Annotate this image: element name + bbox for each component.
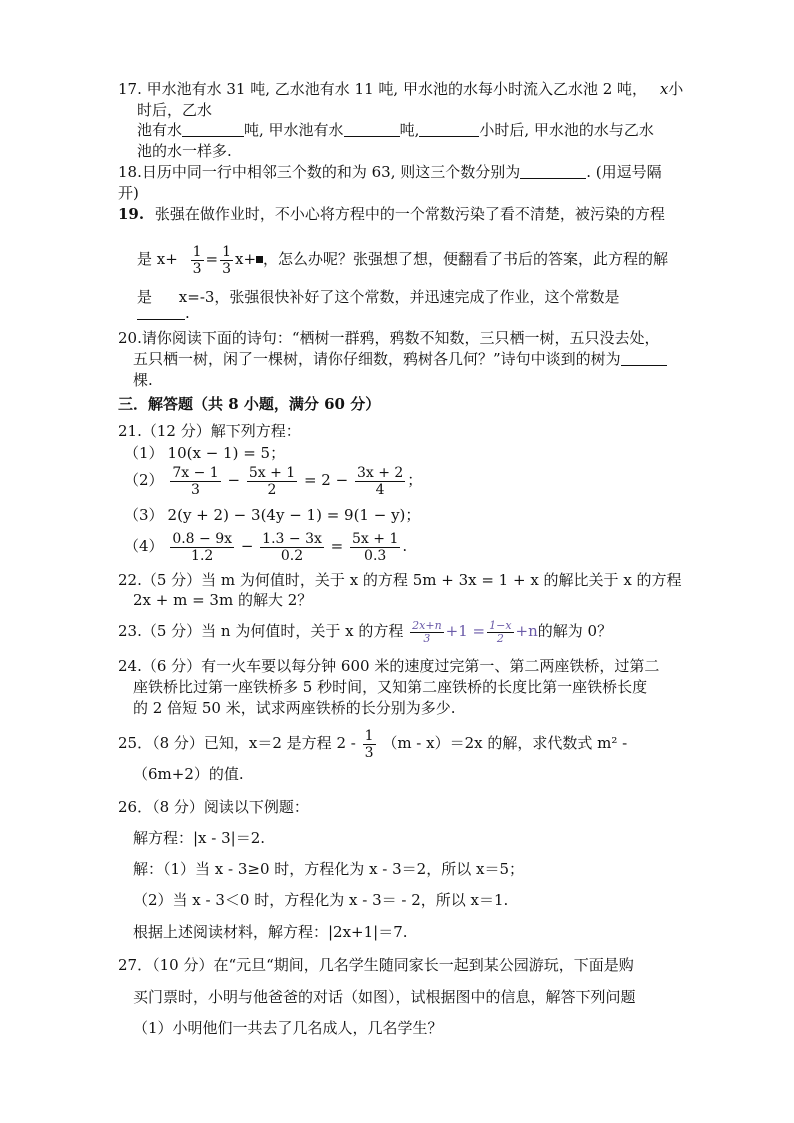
q21-part2: （2） $\frac{7x - 1}{3}$ − $\frac{5x + 1}{2}$ = 2 − $\frac{3x + 2}{4}$ ； [124, 464, 423, 498]
answer-blank[interactable] [182, 122, 244, 137]
q23-line: 23.（5 分）当 n 为何值时，关于 x 的方程 $\frac{2x+n}{3}$ +1 = $\frac{1-x}{2}$ +n的解为 0？ [118, 618, 613, 645]
q22-line1: 22.（5 分）当 m 为何值时，关于 x 的方程 5m + 3x = 1 + x 的解比关于 x 的方程 [118, 571, 682, 589]
q25-line1: 25．（8 分）已知，x＝2 是方程 2 - $\frac{1}{3}$ （m - x）＝2x 的解，求代数式 m² - [118, 727, 628, 761]
fraction: $\frac{7x - 1}{3}$ [172, 464, 219, 498]
fraction: $\frac{2x+n}{3}$ [412, 618, 442, 645]
fraction: $\frac{1-x}{2}$ [489, 618, 512, 645]
smudged-constant-icon [256, 256, 263, 263]
q21-part1: （1） 10(x − 1) = 5； [124, 444, 286, 462]
q22-line2: 2x + m = 3m 的解大 2？ [133, 591, 313, 609]
q19-line1: 19. 张强在做作业时，不小心将方程中的一个常数污染了看不清楚，被污染的方程 [118, 205, 665, 223]
q19-line2: 是 x+ $\frac{1}{3}$ = $\frac{1}{3}$ x+ ，怎么办呢？张强想了想，便翻看了书后的答案，此方程的解 [137, 243, 669, 277]
q26-line1: 26．（8 分）阅读以下例题： [118, 798, 309, 816]
fraction: $\frac{1}{3}$ [364, 727, 374, 761]
q19-line3: 是 x=-3，张强很快补好了这个常数，并迅速完成了作业，这个常数是 [137, 288, 620, 306]
q24-line2: 座铁桥比过第一座铁桥多 5 秒时间，又知第二座铁桥的长度比第一座铁桥长度 [133, 678, 648, 696]
q17-line2: 时后，乙水 [137, 101, 213, 119]
q17-line1: 17. 甲水池有水 31 吨, 乙水池有水 11 吨, 甲水池的水每小时流入乙水池 2 吨， x小 [118, 80, 684, 98]
q26-line4: （2）当 x - 3＜0 时，方程化为 x - 3＝ - 2，所以 x＝1. [133, 891, 509, 909]
fraction: $\frac{3x + 2}{4}$ [356, 464, 404, 498]
fraction: $\frac{1.3 - 3x}{0.2}$ [262, 530, 322, 564]
fraction: $\frac{1}{3}$ [192, 243, 202, 277]
q21-part3: （3） 2(y + 2) − 3(4y − 1) = 9(1 − y)； [124, 506, 421, 524]
q20-line3: 棵. [133, 371, 153, 389]
fraction: $\frac{0.8 - 9x}{1.2}$ [172, 530, 233, 564]
answer-blank[interactable] [344, 122, 400, 137]
q24-line1: 24.（6 分）有一火车要以每分钟 600 米的速度过完第一、第二两座铁桥，过第二 [118, 657, 660, 675]
q19-line4: . [137, 303, 190, 323]
fraction: $\frac{5x + 1}{2}$ [248, 464, 296, 498]
q17-line4: 池的水一样多. [137, 142, 232, 160]
q18-line2: 开) [118, 184, 139, 202]
q18-line1: 18.日历中同一行中相邻三个数的和为 63, 则这三个数分别为 . (用逗号隔 [118, 163, 662, 181]
answer-blank[interactable] [419, 122, 479, 137]
q27-line2: 买门票时，小明与他爸爸的对话（如图），试根据图中的信息，解答下列问题 [133, 988, 636, 1006]
q21-intro: 21.（12 分）解下列方程： [118, 422, 301, 440]
q26-line5: 根据上述阅读材料，解方程：|2x+1|＝7. [133, 923, 408, 941]
section-heading: 三．解答题（共 8 小题，满分 60 分） [118, 395, 381, 413]
q27-line1: 27．（10 分）在“元旦“期间，几名学生随同家长一起到某公园游玩，下面是购 [118, 956, 634, 974]
q27-line3: （1）小明他们一共去了几名成人，几名学生？ [133, 1019, 443, 1037]
fraction: $\frac{1}{3}$ [222, 243, 231, 277]
answer-blank[interactable] [621, 351, 667, 366]
q20-line2: 五只栖一树，闲了一棵树，请你仔细数，鸦树各几何？”诗句中谈到的树为 [133, 349, 667, 369]
q20-line1: 20.请你阅读下面的诗句：“栖树一群鸦，鸦数不知数，三只栖一树，五只没去处， [118, 329, 660, 347]
q24-line3: 的 2 倍短 50 米，试求两座铁桥的长分别为多少. [133, 699, 456, 717]
answer-blank[interactable] [137, 305, 185, 320]
q25-line2: （6m+2）的值. [133, 765, 244, 783]
q26-line3: 解：（1）当 x - 3≥0 时，方程化为 x - 3＝2，所以 x＝5； [133, 860, 524, 878]
q21-part4: （4） $\frac{0.8 - 9x}{1.2}$ − $\frac{1.3 - 3x}{0.2}$ = $\frac{5x + 1}{0.3}$ . [124, 530, 408, 564]
q17-line3: 池有水 吨, 甲水池有水 吨, 小时后, 甲水池的水与乙水 [137, 121, 654, 139]
q26-line2: 解方程：|x - 3|＝2. [133, 829, 266, 847]
answer-blank[interactable] [520, 164, 586, 179]
fraction: $\frac{5x + 1}{0.3}$ [352, 530, 399, 564]
